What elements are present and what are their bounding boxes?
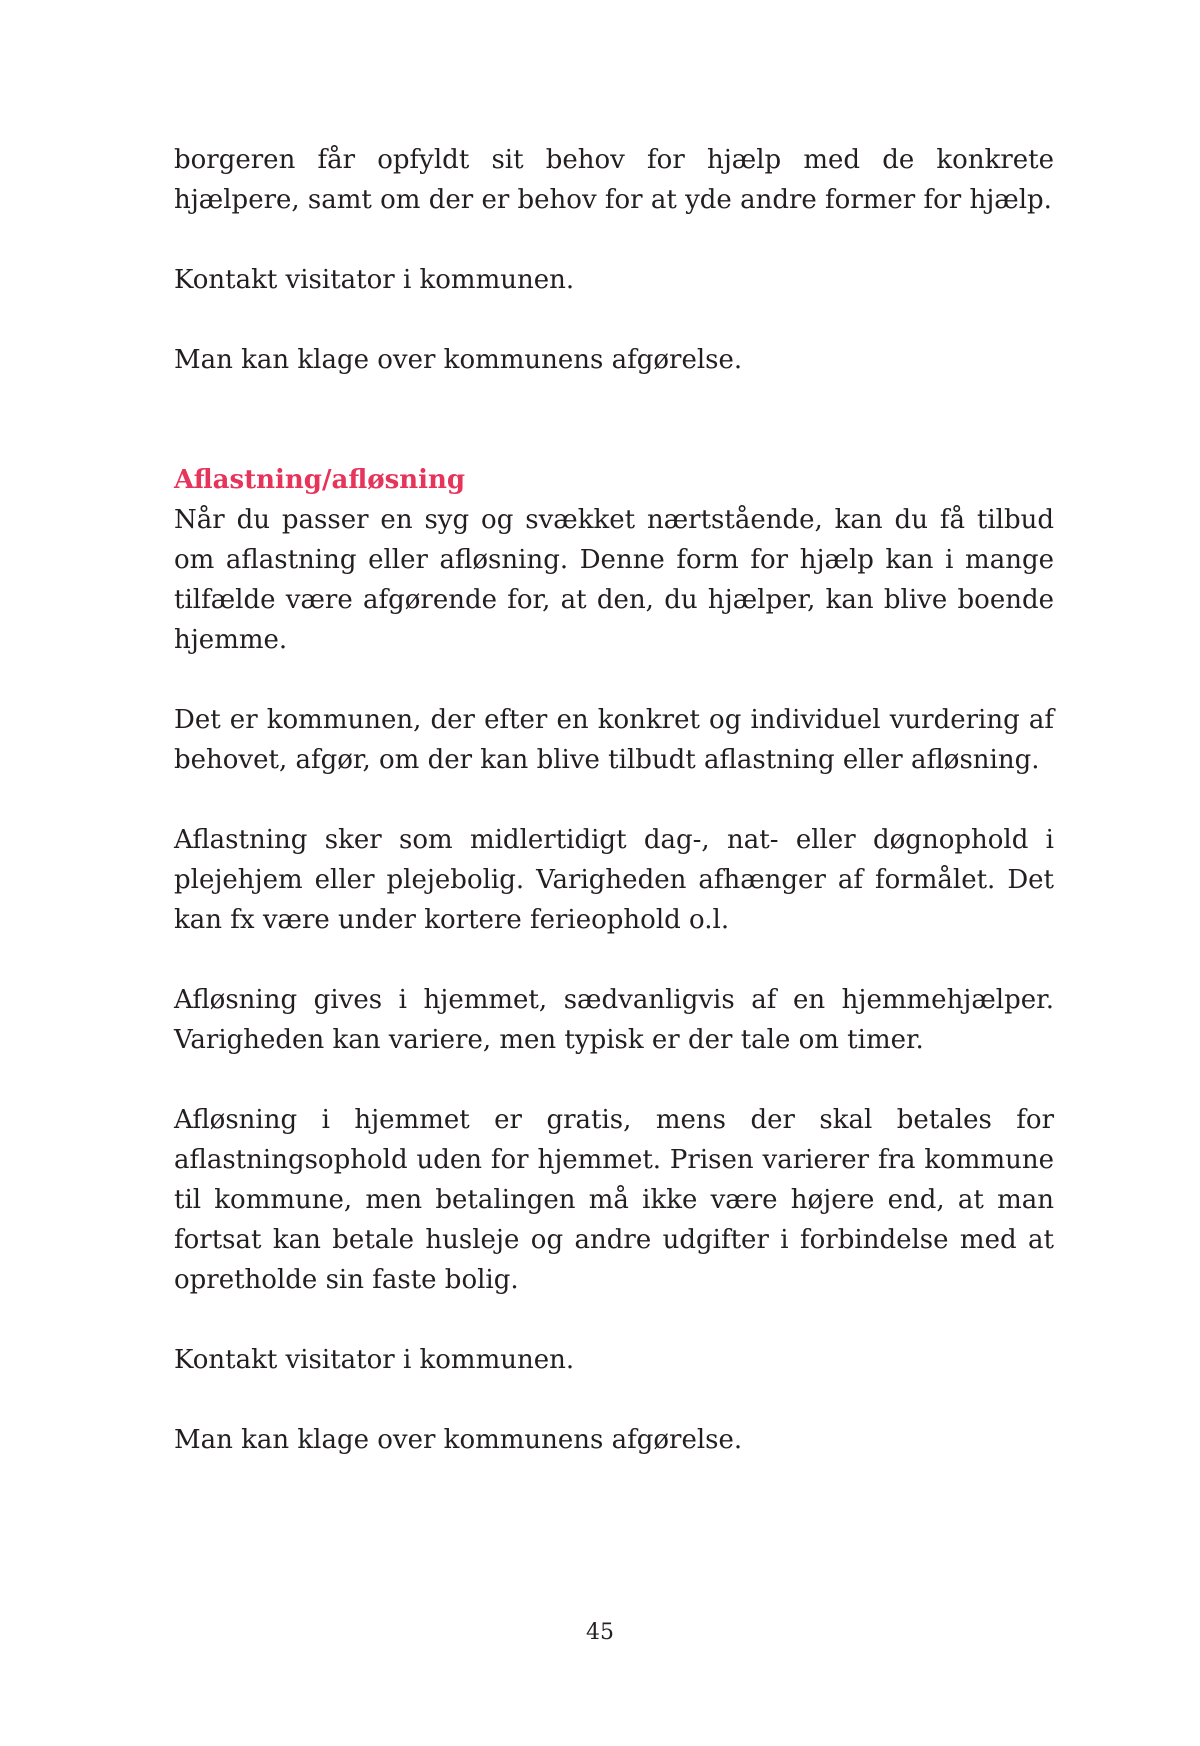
page-number: 45 [586,1620,614,1645]
section-paragraph-5: Afløsning i hjemmet er gratis, mens der skal betales for aflastningsophold uden for hjemmet. Prisen varierer fra kommune til kommune, men betalingen må ikke være højere end, at man fortsat kan betale husleje og andre udgifter i forbindelse med at opretholde sin faste bolig. [174,1105,1054,1295]
text-column [174,140,1054,1460]
intro-contact-paragraph: Kontakt visitator i kommunen. [174,265,575,295]
intro-paragraph-continuation: borgeren får opfyldt sit behov for hjælp med de konkrete hjælpere, samt om der er behov for at yde andre former for hjælp. [174,145,1054,215]
section-paragraph-2: Det er kommunen, der efter en konkret og individuel vurdering af behovet, afgør, om der kan blive tilbudt aflastning eller afløsning. [174,705,1054,775]
section-paragraph-1: Når du passer en syg og svækket nærtstående, kan du få tilbud om aflastning eller afløsning. Denne form for hjælp kan i mange tilfælde være afgørende for, at den, du hjælper, kan blive boende hjemme. [174,505,1054,655]
section-complaint-paragraph: Man kan klage over kommunens afgørelse. [174,1425,743,1455]
section-heading: Aflastning/afløsning [174,465,466,495]
section-contact-paragraph: Kontakt visitator i kommunen. [174,1345,575,1375]
intro-complaint-paragraph: Man kan klage over kommunens afgørelse. [174,345,743,375]
section-paragraph-4: Afløsning gives i hjemmet, sædvanligvis af en hjemmehjælper. Varigheden kan variere, men typisk er der tale om timer. [174,985,1054,1055]
section-paragraph-3: Aflastning sker som midlertidigt dag-, nat- eller døgnophold i plejehjem eller plejebolig. Varigheden afhænger af formålet. Det kan fx være under kortere ferieophold o.l. [174,825,1054,935]
